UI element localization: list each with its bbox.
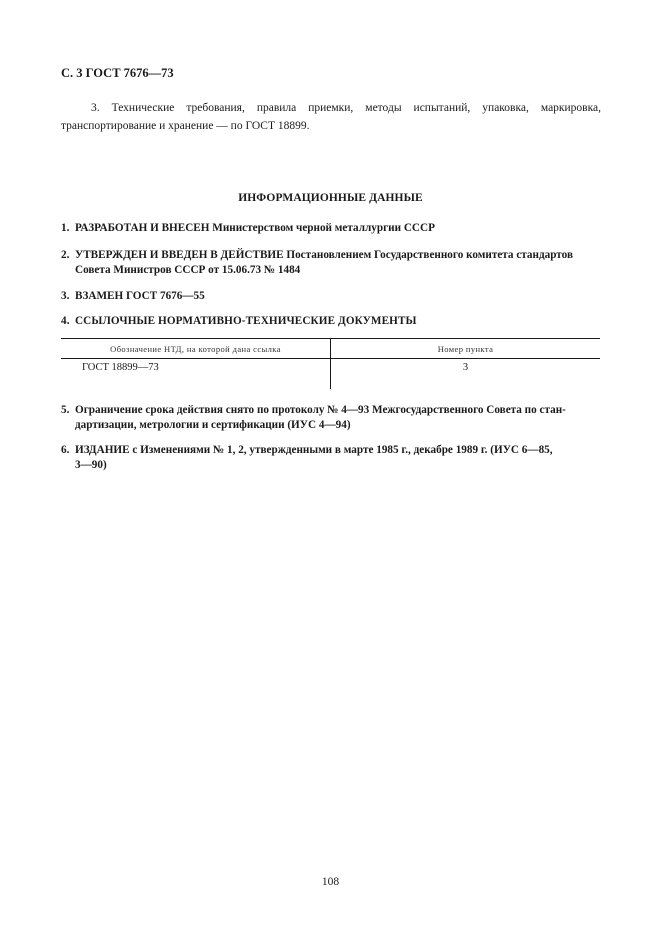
page-header: С. 3 ГОСТ 7676—73 [61, 66, 174, 80]
info-item-6 [61, 443, 601, 473]
item-text-line2: 3—90) [75, 459, 107, 471]
item-number: 4. [61, 315, 70, 327]
item-number: 2. [61, 249, 70, 261]
table-cell-clause: 3 [462, 362, 469, 373]
info-item-1 [61, 221, 601, 236]
info-item-2 [61, 248, 601, 278]
item-text-line2: Совета Министров СССР от 15.06.73 № 1484 [75, 264, 301, 276]
page-number: 108 [321, 876, 340, 888]
item-number: 5. [61, 404, 70, 416]
item-text-line1: Ограничение срока действия снято по протоколу № 4—93 Межгосударственного Совета по стан- [75, 404, 566, 416]
info-item-3 [61, 289, 601, 304]
requirements-paragraph: 3. Технические требования, правила приемки, методы испытаний, упаковка, маркировка, транспортирование и хранение — по ГОСТ 18899. [61, 102, 601, 132]
item-number: 6. [61, 444, 70, 456]
item-text: ВЗАМЕН ГОСТ 7676—55 [75, 290, 205, 302]
item-text-line1: ИЗДАНИЕ с Изменениями № 1, 2, утвержденными в марте 1985 г., декабре 1989 г. (ИУС 6—85, [75, 444, 553, 456]
table-header-row [61, 339, 600, 359]
section-title: ИНФОРМАЦИОННЫЕ ДАННЫЕ [238, 192, 423, 204]
column-header-document: Обозначение НТД, на которой дана ссылка [61, 339, 331, 359]
item-number: 1. [61, 222, 70, 234]
info-item-4 [61, 314, 601, 329]
reference-table [61, 338, 600, 389]
item-number: 3. [61, 290, 70, 302]
item-text: ССЫЛОЧНЫЕ НОРМАТИВНО-ТЕХНИЧЕСКИЕ ДОКУМЕНТЫ [75, 315, 417, 327]
column-header-clause: Номер пункта [331, 339, 601, 359]
item-text-line2: дартизации, метрологии и сертификации (ИУС 4—94) [75, 419, 351, 431]
item-text: РАЗРАБОТАН И ВНЕСЕН Министерством черной металлургии СССР [75, 222, 435, 234]
table-row [61, 359, 600, 390]
item-text-line1: УТВЕРЖДЕН И ВВЕДЕН В ДЕЙСТВИЕ Постановлением Государственного комитета стандартов [75, 249, 573, 261]
table-cell-document: ГОСТ 18899—73 [61, 359, 331, 390]
info-item-5 [61, 403, 601, 433]
